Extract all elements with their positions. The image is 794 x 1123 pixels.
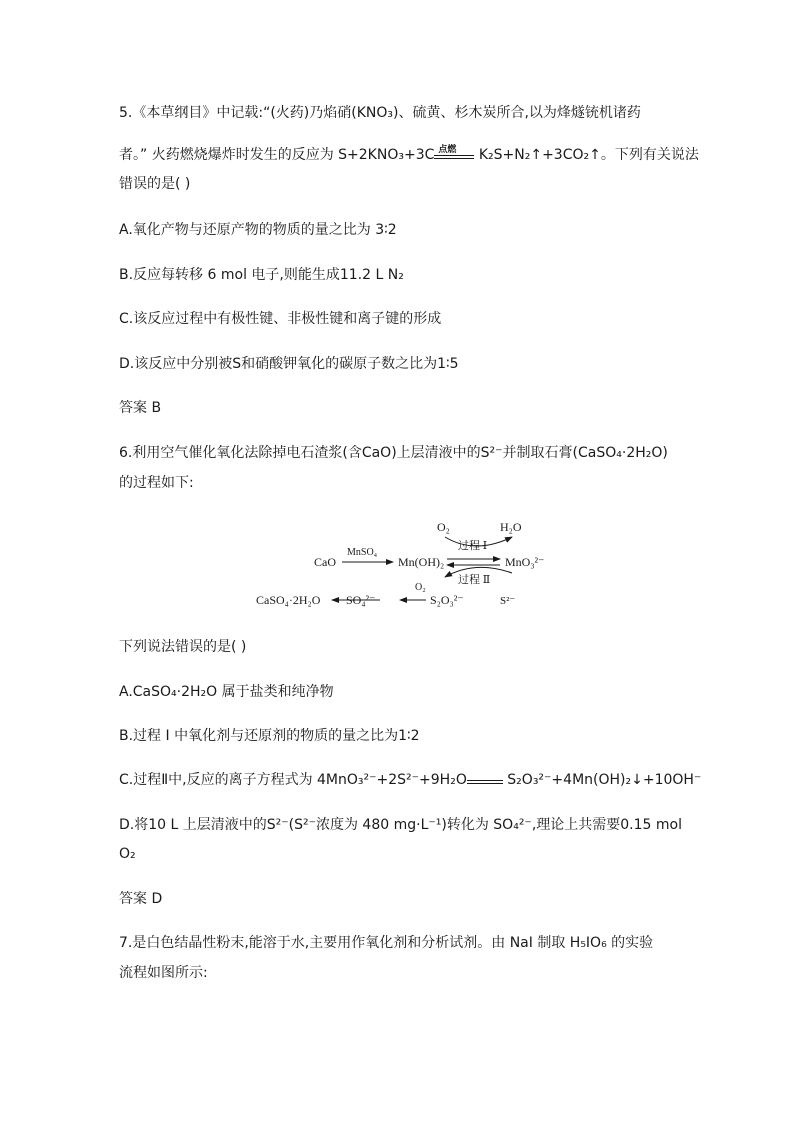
q6-option-c-right: S₂O₃²⁻+4Mn(OH)₂↓+10OH⁻: [507, 772, 702, 788]
q6-answer: 答案 D: [119, 891, 163, 907]
mnso4-label: MnSO₄: [347, 547, 378, 558]
ionic-equation-equals: [467, 773, 503, 787]
so4-label-visible: SO₄²⁻: [346, 593, 376, 607]
q5-stem-line2: [119, 145, 699, 165]
cao-label: CaO: [314, 555, 336, 569]
reaction-arrow-ignite: [434, 145, 474, 162]
process1-label: 过程 Ⅰ: [458, 540, 488, 552]
process-diagram: [250, 515, 550, 610]
q5-stem-line2-a: 者。” 火药燃烧爆炸时发生的反应为 S+2KNO₃+3C: [119, 147, 435, 163]
q6-option-b: B.过程 Ⅰ 中氧化剂与还原剂的物质的量之比为1∶2: [119, 728, 420, 744]
q5-option-a: A.氧化产物与还原产物的物质的量之比为 3∶2: [119, 222, 397, 238]
q6-option-d-cont: O₂: [119, 846, 136, 862]
q7-stem-line1: 7.是白色结晶性粉末,能溶于水,主要用作氧化剂和分析试剂。由 NaI 制取 H₅IO₆ 的实验: [119, 935, 654, 951]
q5-stem-line2-b: K₂S+N₂↑+3CO₂↑。下列有关说法: [478, 147, 699, 163]
o2-mid-label: O₂: [415, 582, 426, 593]
q5-option-c: C.该反应过程中有极性键、非极性键和离子键的形成: [119, 311, 442, 327]
q5-answer: 答案 B: [119, 400, 162, 416]
mnoh2-label: Mn(OH)₂: [398, 555, 445, 569]
o2-top-label: O₂: [437, 520, 450, 534]
q5-option-d: D.该反应中分别被S和硝酸钾氧化的碳原子数之比为1∶5: [119, 356, 459, 372]
q6-option-c-left: C.过程Ⅱ中,反应的离子方程式为 4MnO₃²⁻+2S²⁻+9H₂O: [119, 772, 467, 788]
q6-option-a: A.CaSO₄·2H₂O 属于盐类和纯净物: [119, 684, 334, 700]
q6-stem-line1: 6.利用空气催化氧化法除掉电石渣浆(含CaO)上层清液中的S²⁻并制取石膏(CaSO₄·2H₂O): [119, 445, 668, 461]
q5-option-b: B.反应每转移 6 mol 电子,则能生成11.2 L N₂: [119, 267, 404, 283]
q6-option-d: D.将10 L 上层清液中的S²⁻(S²⁻浓度为 480 mg·L⁻¹)转化为 SO₄²⁻,理论上共需要0.15 mol: [119, 817, 682, 833]
q6-stem-line2: 的过程如下:: [119, 475, 194, 491]
q5-stem-line1: 5.《本草纲目》中记载:“(火药)乃焰硝(KNO₃)、硫黄、杉木炭所合,以为烽燧铳机诸药: [119, 105, 641, 121]
caso4-label: CaSO₄·2H₂O: [256, 593, 321, 607]
q7-stem-line2: 流程如图所示:: [119, 965, 208, 981]
mno3-label: MnO₃²⁻: [505, 555, 545, 569]
s2o3-label: S₂O₃²⁻: [430, 593, 464, 607]
h2o-top-label: H₂O: [500, 520, 522, 534]
q6-sub-stem: 下列说法错误的是( ): [119, 639, 247, 655]
q6-option-c: [119, 770, 701, 790]
process2-label: 过程 Ⅱ: [458, 574, 491, 586]
s2-minus-label: S²⁻: [500, 595, 516, 607]
q5-stem-line3: 错误的是( ): [119, 176, 191, 192]
reaction-condition-label: 点燃: [438, 145, 457, 155]
